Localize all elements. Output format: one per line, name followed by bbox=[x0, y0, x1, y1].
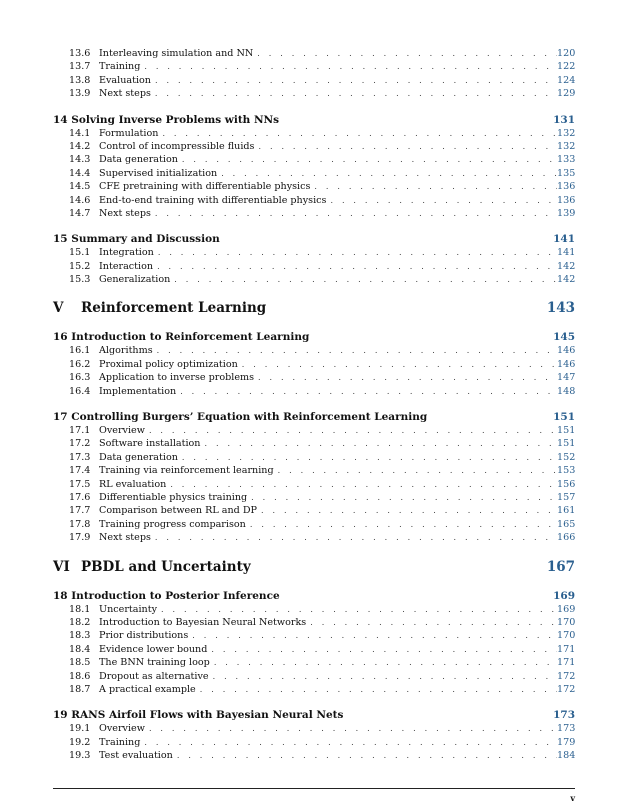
toc-section-link[interactable] bbox=[53, 629, 575, 642]
toc-chapter bbox=[53, 708, 575, 762]
section-number: 19.1 bbox=[69, 723, 91, 735]
part-title: PBDL and Uncertainty bbox=[81, 558, 251, 575]
dot-leader bbox=[209, 670, 557, 683]
section-number: 18.5 bbox=[69, 657, 91, 669]
section-number: 17.8 bbox=[69, 518, 91, 530]
dot-leader bbox=[153, 260, 557, 273]
section-page-number: 184 bbox=[557, 750, 576, 762]
toc-section-link[interactable] bbox=[53, 670, 575, 683]
table-of-contents bbox=[53, 47, 575, 774]
section-page-number: 153 bbox=[557, 465, 576, 477]
section-title: Introduction to Bayesian Neural Networks bbox=[99, 616, 307, 628]
section-title: Algorithms bbox=[99, 345, 153, 357]
section-page-number: 133 bbox=[557, 154, 576, 166]
section-page-number: 170 bbox=[557, 630, 576, 642]
section-number: 17.7 bbox=[69, 505, 91, 517]
toc-section-link[interactable] bbox=[53, 437, 575, 450]
part-number: VI bbox=[53, 558, 70, 575]
toc-chapter bbox=[53, 410, 575, 545]
section-title: Data generation bbox=[99, 154, 178, 166]
section-title: Evaluation bbox=[99, 74, 151, 86]
section-number: 13.8 bbox=[69, 74, 91, 86]
dot-leader bbox=[151, 207, 557, 220]
dot-leader bbox=[257, 504, 557, 517]
toc-section-link[interactable] bbox=[53, 74, 575, 87]
section-page-number: 166 bbox=[557, 532, 576, 544]
toc-section-link[interactable] bbox=[53, 518, 575, 531]
footer-rule bbox=[53, 788, 575, 789]
section-page-number: 179 bbox=[557, 736, 576, 748]
section-number: 19.2 bbox=[69, 736, 91, 748]
dot-leader bbox=[210, 656, 557, 669]
toc-section-link[interactable] bbox=[53, 344, 575, 357]
section-page-number: 172 bbox=[557, 683, 576, 695]
section-page-number: 122 bbox=[557, 61, 576, 73]
section-title: Uncertainty bbox=[99, 603, 157, 615]
toc-chapter bbox=[53, 589, 575, 697]
section-title: The BNN training loop bbox=[99, 657, 210, 669]
section-page-number: 124 bbox=[557, 74, 576, 86]
page-number: v bbox=[570, 793, 575, 803]
toc-section-link[interactable] bbox=[53, 167, 575, 180]
dot-leader bbox=[157, 603, 557, 616]
section-title: Software installation bbox=[99, 438, 201, 450]
toc-section-link[interactable] bbox=[53, 491, 575, 504]
section-number: 16.1 bbox=[69, 345, 91, 357]
toc-chapter bbox=[53, 113, 575, 221]
section-title: CFE pretraining with differentiable physics bbox=[99, 181, 311, 193]
section-title: Proximal policy optimization bbox=[99, 358, 238, 370]
section-page-number: 120 bbox=[557, 48, 576, 59]
section-title: Dropout as alternative bbox=[99, 670, 209, 682]
section-page-number: 135 bbox=[557, 167, 576, 179]
section-number: 17.3 bbox=[69, 451, 91, 463]
dot-leader bbox=[217, 167, 557, 180]
dot-leader bbox=[188, 629, 557, 642]
dot-leader bbox=[170, 273, 557, 286]
section-page-number: 157 bbox=[557, 491, 576, 503]
section-page-number: 147 bbox=[557, 372, 576, 384]
chapter-heading-link[interactable] bbox=[53, 410, 575, 424]
section-page-number: 136 bbox=[557, 194, 576, 206]
section-number: 14.2 bbox=[69, 140, 91, 152]
section-title: Comparison between RL and DP bbox=[99, 505, 258, 517]
section-number: 17.6 bbox=[69, 491, 91, 503]
section-page-number: 173 bbox=[557, 723, 576, 735]
toc-section-link[interactable] bbox=[53, 722, 575, 735]
section-page-number: 146 bbox=[557, 358, 576, 370]
section-title: Application to inverse problems bbox=[99, 372, 255, 384]
chapter-title: 18 Introduction to Posterior Inference bbox=[53, 589, 280, 602]
section-title: Training progress comparison bbox=[99, 518, 246, 530]
dot-leader bbox=[207, 643, 557, 656]
dot-leader bbox=[254, 371, 557, 384]
toc-section-link[interactable] bbox=[53, 451, 575, 464]
section-number: 14.7 bbox=[69, 207, 91, 219]
toc-section-link[interactable] bbox=[53, 749, 575, 762]
section-number: 17.1 bbox=[69, 425, 91, 437]
toc-section-link[interactable] bbox=[53, 358, 575, 371]
part-heading-link[interactable] bbox=[53, 300, 575, 316]
section-number: 16.2 bbox=[69, 358, 91, 370]
toc-section-link[interactable] bbox=[53, 87, 575, 100]
toc-section-link[interactable] bbox=[53, 194, 575, 207]
toc-section-link[interactable] bbox=[53, 127, 575, 140]
section-title: Training bbox=[99, 61, 141, 73]
dot-leader bbox=[306, 616, 557, 629]
section-title: Integration bbox=[99, 247, 154, 259]
section-title: Prior distributions bbox=[99, 630, 189, 642]
section-number: 18.6 bbox=[69, 670, 91, 682]
dot-leader bbox=[253, 47, 557, 60]
section-title: Evidence lower bound bbox=[99, 643, 208, 655]
section-title: Training via reinforcement learning bbox=[99, 465, 274, 477]
toc-section-link[interactable] bbox=[53, 424, 575, 437]
dot-leader bbox=[166, 478, 557, 491]
dot-leader bbox=[238, 358, 557, 371]
section-number: 18.4 bbox=[69, 643, 91, 655]
toc-section-link[interactable] bbox=[53, 153, 575, 166]
section-number: 14.3 bbox=[69, 154, 91, 166]
dot-leader bbox=[154, 246, 557, 259]
section-page-number: 141 bbox=[557, 247, 576, 259]
toc-section-link[interactable] bbox=[53, 47, 575, 60]
section-page-number: 132 bbox=[557, 140, 576, 152]
section-page-number: 136 bbox=[557, 181, 576, 193]
section-title: Next steps bbox=[99, 88, 151, 100]
section-page-number: 161 bbox=[557, 505, 576, 517]
dot-leader bbox=[151, 531, 557, 544]
section-number: 17.2 bbox=[69, 438, 91, 450]
section-page-number: 171 bbox=[557, 643, 576, 655]
toc-section-link[interactable] bbox=[53, 60, 575, 73]
section-number: 19.3 bbox=[69, 750, 91, 762]
chapter-title: 19 RANS Airfoil Flows with Bayesian Neural Nets bbox=[53, 709, 344, 722]
toc-section-link[interactable] bbox=[53, 683, 575, 696]
dot-leader bbox=[173, 749, 557, 762]
section-page-number: 151 bbox=[557, 425, 576, 437]
chapter-title: 16 Introduction to Reinforcement Learning bbox=[53, 331, 310, 344]
dot-leader bbox=[274, 464, 557, 477]
section-page-number: 165 bbox=[557, 518, 576, 530]
section-page-number: 139 bbox=[557, 207, 576, 219]
chapter-heading-link[interactable] bbox=[53, 589, 575, 603]
section-page-number: 132 bbox=[557, 127, 576, 139]
dot-leader bbox=[153, 344, 557, 357]
section-number: 18.1 bbox=[69, 603, 91, 615]
section-title: Supervised initialization bbox=[99, 167, 218, 179]
section-title: Overview bbox=[99, 723, 145, 735]
toc-chapter bbox=[53, 232, 575, 286]
section-number: 13.9 bbox=[69, 88, 91, 100]
section-page-number: 142 bbox=[557, 260, 576, 272]
toc-section-link[interactable] bbox=[53, 273, 575, 286]
dot-leader bbox=[145, 424, 557, 437]
section-number: 15.3 bbox=[69, 274, 91, 286]
toc-section-link[interactable] bbox=[53, 603, 575, 616]
dot-leader bbox=[151, 74, 557, 87]
dot-leader bbox=[200, 437, 557, 450]
section-number: 18.2 bbox=[69, 616, 91, 628]
part-page-number: 143 bbox=[546, 300, 575, 317]
section-title: Formulation bbox=[99, 127, 159, 139]
chapter-page-number: 151 bbox=[553, 411, 575, 424]
dot-leader bbox=[178, 153, 557, 166]
section-page-number: 170 bbox=[557, 616, 576, 628]
part-title: Reinforcement Learning bbox=[81, 300, 267, 317]
section-page-number: 156 bbox=[557, 478, 576, 490]
section-number: 15.2 bbox=[69, 260, 91, 272]
chapter-heading-link[interactable] bbox=[53, 708, 575, 722]
dot-leader bbox=[310, 180, 557, 193]
toc-section-link[interactable] bbox=[53, 616, 575, 629]
section-page-number: 146 bbox=[557, 345, 576, 357]
section-number: 17.4 bbox=[69, 465, 91, 477]
part-heading-link[interactable] bbox=[53, 559, 575, 575]
section-number: 16.3 bbox=[69, 372, 91, 384]
section-page-number: 171 bbox=[557, 657, 576, 669]
dot-leader bbox=[247, 491, 557, 504]
section-number: 17.9 bbox=[69, 532, 91, 544]
section-title: A practical example bbox=[99, 683, 196, 695]
section-number: 14.5 bbox=[69, 181, 91, 193]
dot-leader bbox=[145, 722, 557, 735]
dot-leader bbox=[151, 87, 557, 100]
chapter-heading-link[interactable] bbox=[53, 113, 575, 127]
section-title: Test evaluation bbox=[99, 750, 173, 762]
section-title: RL evaluation bbox=[99, 478, 167, 490]
chapter-page-number: 141 bbox=[553, 233, 575, 246]
chapter-page-number: 173 bbox=[553, 709, 575, 722]
toc-section-link[interactable] bbox=[53, 531, 575, 544]
dot-leader bbox=[196, 683, 557, 696]
section-title: Interleaving simulation and NN bbox=[99, 48, 254, 59]
section-title: Data generation bbox=[99, 451, 178, 463]
section-title: Next steps bbox=[99, 532, 151, 544]
dot-leader bbox=[158, 127, 557, 140]
chapter-heading-link[interactable] bbox=[53, 232, 575, 246]
dot-leader bbox=[140, 736, 557, 749]
toc-section-link[interactable] bbox=[53, 736, 575, 749]
toc-section-link[interactable] bbox=[53, 140, 575, 153]
section-page-number: 148 bbox=[557, 385, 576, 397]
toc-section-link[interactable] bbox=[53, 504, 575, 517]
dot-leader bbox=[326, 194, 557, 207]
section-page-number: 142 bbox=[557, 274, 576, 286]
section-page-number: 152 bbox=[557, 451, 576, 463]
section-title: Differentiable physics training bbox=[99, 491, 248, 503]
section-title: Implementation bbox=[99, 385, 177, 397]
section-title: Interaction bbox=[99, 260, 154, 272]
section-number: 16.4 bbox=[69, 385, 91, 397]
toc-section-link[interactable] bbox=[53, 371, 575, 384]
chapter-page-number: 169 bbox=[553, 589, 575, 602]
toc-chapter bbox=[53, 330, 575, 398]
section-number: 15.1 bbox=[69, 247, 91, 259]
toc-section-link[interactable] bbox=[53, 180, 575, 193]
dot-leader bbox=[246, 518, 557, 531]
toc-section-link[interactable] bbox=[53, 385, 575, 398]
toc-chapter-continued bbox=[53, 47, 575, 101]
section-page-number: 151 bbox=[557, 438, 576, 450]
chapter-title: 17 Controlling Burgers’ Equation with Reinforcement Learning bbox=[53, 411, 428, 424]
part-page-number: 167 bbox=[546, 558, 575, 575]
section-number: 14.1 bbox=[69, 127, 91, 139]
toc-section-link[interactable] bbox=[53, 207, 575, 220]
chapter-page-number: 145 bbox=[553, 331, 575, 344]
section-number: 13.7 bbox=[69, 61, 91, 73]
chapter-title: 14 Solving Inverse Problems with NNs bbox=[53, 113, 280, 126]
section-title: Overview bbox=[99, 425, 145, 437]
toc-section-link[interactable] bbox=[53, 246, 575, 259]
section-number: 13.6 bbox=[69, 48, 91, 59]
dot-leader bbox=[140, 60, 557, 73]
toc-section-link[interactable] bbox=[53, 643, 575, 656]
chapter-title: 15 Summary and Discussion bbox=[53, 233, 220, 246]
chapter-heading-link[interactable] bbox=[53, 330, 575, 344]
section-title: Control of incompressible fluids bbox=[99, 140, 255, 152]
dot-leader bbox=[176, 385, 557, 398]
toc-section-link[interactable] bbox=[53, 464, 575, 477]
section-page-number: 129 bbox=[557, 88, 576, 100]
toc-section-link[interactable] bbox=[53, 260, 575, 273]
section-title: End-to-end training with differentiable physics bbox=[99, 194, 327, 206]
section-number: 14.4 bbox=[69, 167, 91, 179]
section-title: Next steps bbox=[99, 207, 151, 219]
section-title: Training bbox=[99, 736, 141, 748]
section-title: Generalization bbox=[99, 274, 171, 286]
toc-section-link[interactable] bbox=[53, 478, 575, 491]
section-number: 17.5 bbox=[69, 478, 91, 490]
part-number: V bbox=[53, 300, 64, 317]
section-page-number: 172 bbox=[557, 670, 576, 682]
section-page-number: 169 bbox=[557, 603, 576, 615]
toc-section-link[interactable] bbox=[53, 656, 575, 669]
section-number: 18.7 bbox=[69, 683, 91, 695]
section-number: 14.6 bbox=[69, 194, 91, 206]
dot-leader bbox=[254, 140, 557, 153]
chapter-page-number: 131 bbox=[553, 113, 575, 126]
dot-leader bbox=[178, 451, 557, 464]
section-number: 18.3 bbox=[69, 630, 91, 642]
